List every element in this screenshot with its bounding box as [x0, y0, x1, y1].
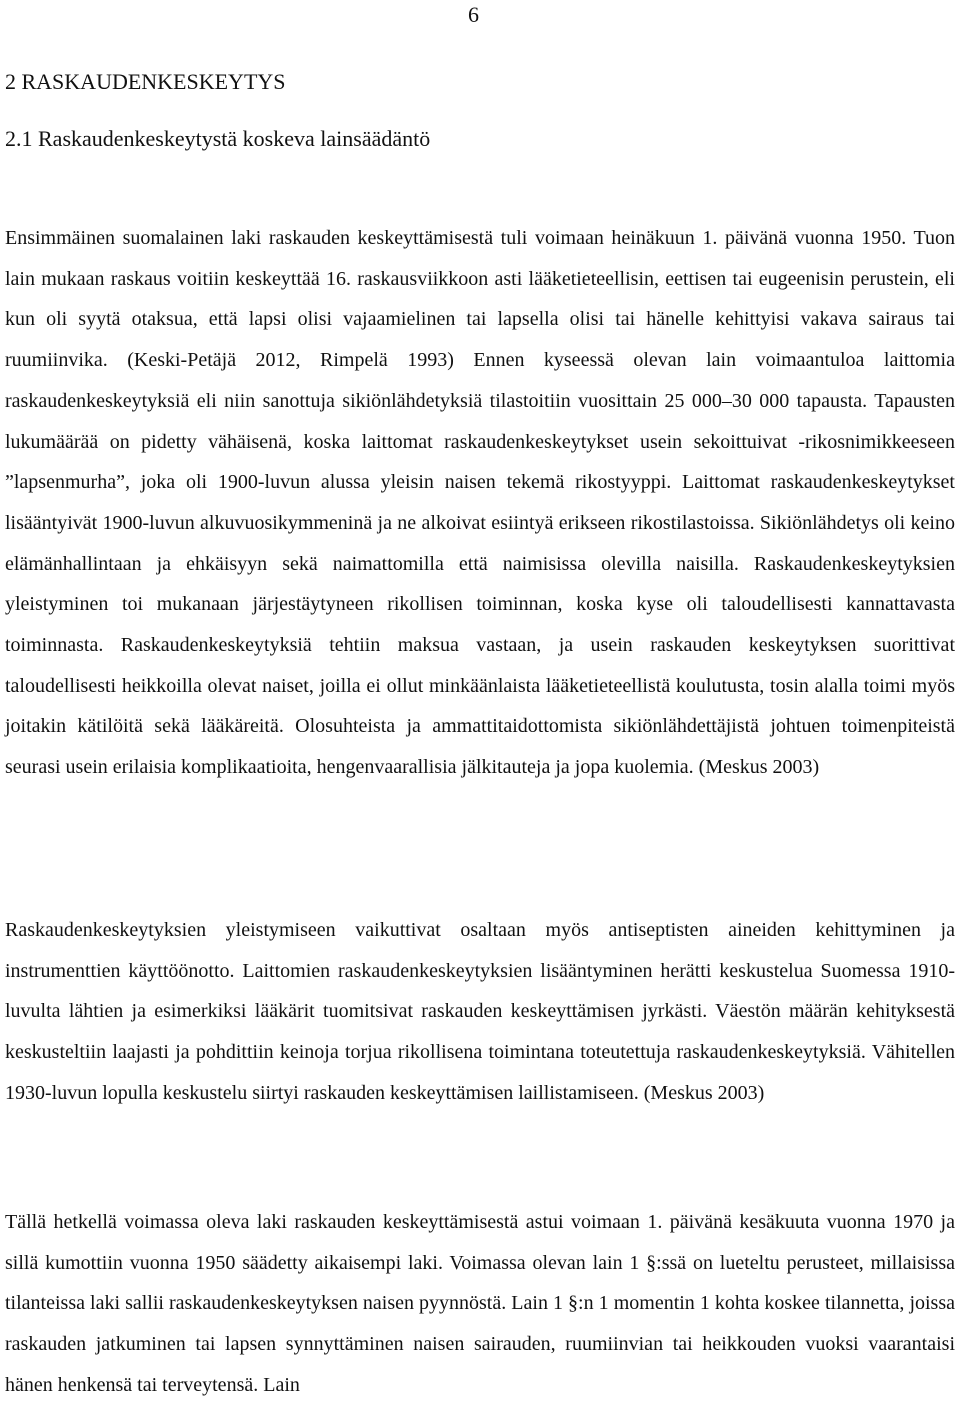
body-paragraph: Raskaudenkeskeytyksien yleistymiseen vaikuttivat osaltaan myös antiseptisten aineiden kehittyminen ja instrumenttien käyttöönotto. Laittomien raskaudenkeskeytyksien lisääntyminen herätti keskustelua Suomessa 1910-luvulta lähtien ja esimerkiksi lääkärit tuomitsivat raskauden keskeyttämisen jyrkästi. Väestön määrän kehityksestä keskusteltiin laajasti ja pohdittiin keinoja torjua rikollisena toimintana toteutettuja raskaudenkeskeytyksiä. Vähitellen 1930-luvun lopulla keskustelu siirtyi raskauden keskeyttämisen laillistamiseen. (Meskus 2003) — [5, 919, 955, 1104]
body-paragraph: Tällä hetkellä voimassa oleva laki raskauden keskeyttämisestä astui voimaan 1. päivänä kesäkuuta vuonna 1970 ja sillä kumottiin vuonna 1950 säädetty aikaisempi laki. Voimassa olevan lain 1 §:ssä on lueteltu perusteet, millaisissa tilanteissa laki sallii raskaudenkeskeytyksen naisen pyynnöstä. Lain 1 §:n 1 momentin 1 kohta koskee tilannetta, joissa raskauden jatkuminen tai lapsen synnyttäminen naisen sairauden, ruumiinvian tai heikkouden vuoksi vaarantaisi hänen henkensä tai terveytensä. Lain — [5, 1211, 955, 1396]
chapter-heading: 2 RASKAUDENKESKEYTYS — [5, 69, 286, 94]
page-number: 6 — [468, 2, 479, 27]
section-heading: 2.1 Raskaudenkeskeytystä koskeva lainsäädäntö — [5, 126, 431, 151]
body-paragraph: Ensimmäinen suomalainen laki raskauden keskeyttämisestä tuli voimaan heinäkuun 1. päivänä vuonna 1950. Tuon lain mukaan raskaus voitiin keskeyttää 16. raskausviikkoon asti lääketieteellisin, eettisen tai eugeenisin perustein, eli kun oli syytä otaksua, että lapsi olisi vajaamielinen tai lapsella olisi tai hänelle kehittyisi vakava sairaus tai ruumiinvika. (Keski-Petäjä 2012, Rimpelä 1993) Ennen kyseessä olevan lain voimaantuloa laittomia raskaudenkeskeytyksiä eli niin sanottuja sikiönlähdetyksiä tilastoitiin vuosittain 25 000–30 000 tapausta. Tapausten lukumäärää on pidetty vähäisenä, koska laittomat raskaudenkeskeytykset usein sekoittuivat -rikosnimikkeeseen ”lapsenmurha”, joka oli 1900-luvun alussa yleisin naisen tekemä rikostyyppi. Laittomat raskaudenkeskeytykset lisääntyivät 1900-luvun alkuvuosikymmeninä ja ne alkoivat esiintyä erikseen rikostilastoissa. Sikiönlähdetys oli keino elämänhallintaan ja ehkäisyyn sekä naimattomilla että naimisissa olevilla naisilla. Raskaudenkeskeytyksien yleistyminen toi mukanaan järjestäytyneen rikollisen toiminnan, koska kyse oli taloudellisesti kannattavasta toiminnasta. Raskaudenkeskeytyksiä tehtiin maksua vastaan, ja usein raskauden keskeytyksen suorittivat taloudellisesti heikkoilla olevat naiset, joilla ei ollut minkäänlaista lääketieteellistä koulutusta, tosin alalla toimi myös joitakin kätilöitä sekä lääkäreitä. Olosuhteista ja ammattitaidottomista sikiönlähdettäjistä johtuen toimenpiteistä seurasi usein erilaisia komplikaatioita, hengenvaarallisia jälkitauteja ja jopa kuolemia. (Meskus 2003) — [5, 227, 955, 779]
